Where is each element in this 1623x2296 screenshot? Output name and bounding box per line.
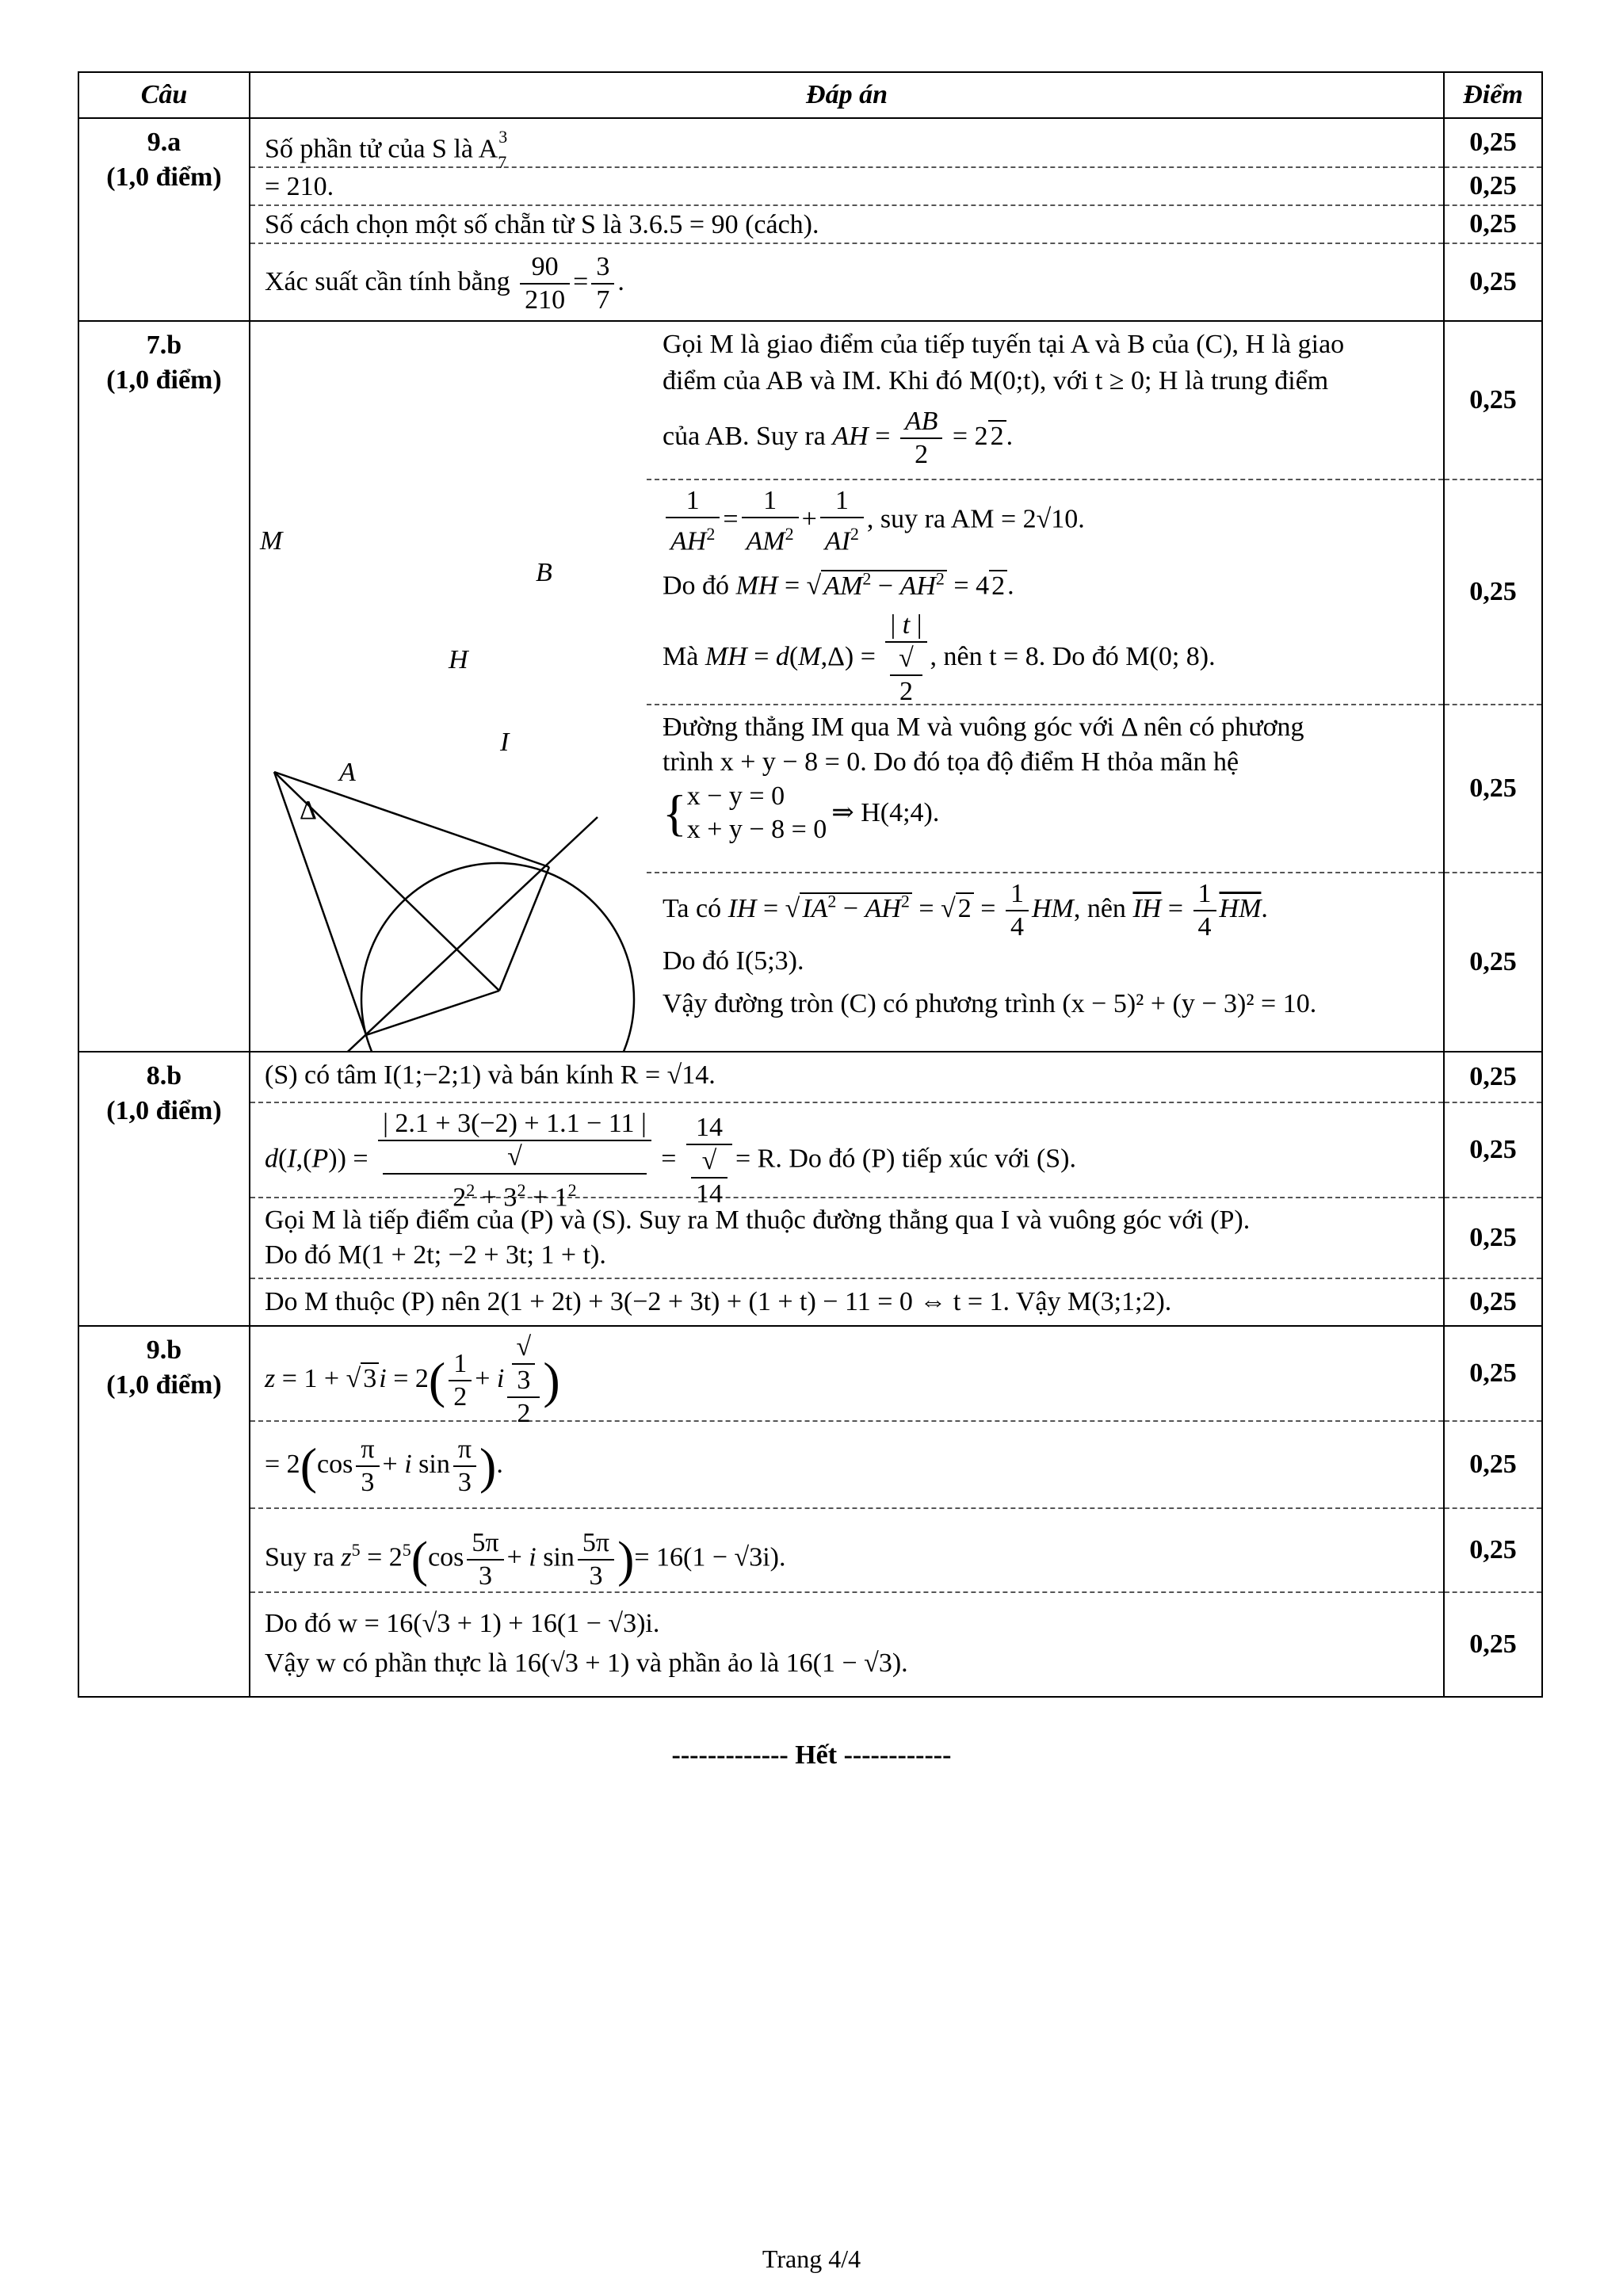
score-value: 0,25 <box>1469 1629 1517 1659</box>
header-cau: Câu <box>78 72 250 118</box>
step: Xác suất cần tính bằng $\frac{90}{210}$ = $\frac{3}{7}$ . <box>265 252 624 315</box>
text: Mà <box>663 641 699 671</box>
text: Do đó I(5;3). <box>663 946 804 976</box>
text: Xác suất cần tính bằng <box>265 267 510 296</box>
answer-7b <box>250 321 1444 1052</box>
text: x − y = 0 <box>686 781 785 811</box>
text: = 16(1 − √3i). <box>634 1542 786 1572</box>
header-dap-an: Đáp án <box>250 72 1444 118</box>
text: (S) có tâm I(1;−2;1) và bán kính R = √14. <box>265 1060 716 1090</box>
score-value: 0,25 <box>1469 1287 1517 1316</box>
step: $\frac{1}{AH^2}$ = $\frac{1}{AM^2}$ + $\frac{1}{AI^2}$ , suy ra AM = 2√10. Do đó MH = $√AM^2 - AH^2 = 42$. Mà MH = d(M,Δ) = | t | √ 2 , nên t = 8. Do đó M(0; 8). <box>647 480 1443 705</box>
answer-9b <box>250 1326 1444 1697</box>
score-value: 0,25 <box>1469 267 1517 296</box>
text: Gọi M là tiếp điểm của (P) và (S). Suy ra M thuộc đường thẳng qua I và vuông góc với (P). <box>265 1205 1251 1235</box>
answer-9a <box>250 118 1444 321</box>
question-label: 7.b <box>146 330 182 360</box>
score-value: 0,25 <box>1445 1198 1541 1279</box>
text: Số phần tử của S là A <box>265 134 498 164</box>
line-delta <box>273 817 598 1051</box>
text: Do đó w = 16(√3 + 1) + 16(1 − √3)i. <box>265 1609 660 1638</box>
text: Vậy w có phần thực là 16(√3 + 1) và phần ảo là 16(1 − √3). <box>265 1648 908 1678</box>
page-number: Trang 4/4 <box>762 2244 861 2273</box>
score-value: 0,25 <box>1445 1327 1541 1422</box>
text: = 210. <box>265 172 334 201</box>
line-ai <box>366 991 499 1035</box>
line-ma <box>274 772 366 1035</box>
row-9b <box>78 1326 1542 1697</box>
step <box>250 1198 1443 1279</box>
text: Đường thẳng IM qua M và vuông góc với Δ nên có phương <box>663 712 1304 742</box>
text: Số cách chọn một số chẵn từ S là 3.6.5 = 90 (cách). <box>265 210 819 239</box>
text: Do đó M(1 + 2t; −2 + 3t; 1 + t). <box>265 1240 606 1270</box>
question-9b <box>78 1326 250 1697</box>
label-b: B <box>536 558 552 587</box>
question-points: (1,0 điểm) <box>106 365 222 395</box>
text: ⇒ H(4;4). <box>831 798 940 827</box>
score-value: 0,25 <box>1445 1509 1541 1593</box>
end-marker: ------------- Hết ------------ <box>671 1740 952 1770</box>
table-header <box>78 72 1542 118</box>
text: , suy ra AM = 2√10. <box>866 504 1085 534</box>
score-value: 0,25 <box>1445 480 1541 705</box>
question-points: (1,0 điểm) <box>106 1370 222 1400</box>
score-value: 0,25 <box>1445 119 1541 168</box>
text: Gọi M là giao điểm của tiếp tuyến tại A và B của (C), H là giao <box>663 330 1345 359</box>
row-7b <box>78 321 1542 1052</box>
step <box>250 1593 1443 1696</box>
step: z = 1 + √3i = 2( $\frac{1}{2}$ + i √ 3 2 ) <box>250 1327 1443 1422</box>
label-h: H <box>449 645 468 674</box>
label-delta: Δ <box>300 796 317 825</box>
text: điểm của AB và IM. Khi đó M(0;t), với t ≥ 0; H là trung điểm <box>663 366 1329 395</box>
score-9a <box>1444 118 1542 321</box>
step: Ta có IH = $√IA^2 - AH^2 = √2$ = $\frac{1}{4}$ HM, nên $\overline{IH}$ = $\frac{1}{4}$ $\overline{HM}$. Do đó I(5;3). Vậy đường tròn (C) có phương trình (x − 5)² + (y − 3)² = 10. <box>647 873 1443 1051</box>
question-label: 8.b <box>146 1061 182 1091</box>
geometry-figure <box>250 322 647 1051</box>
text: Do M thuộc (P) nên 2(1 + 2t) + 3(−2 + 3t) + (1 + t) − 11 = 0 ⇔ t = 1. Vậy M(3;1;2). <box>265 1287 1172 1316</box>
score-8b <box>1444 1052 1542 1326</box>
score-value: 0,25 <box>1445 1103 1541 1198</box>
question-label: 9.a <box>147 128 181 157</box>
score-value: 0,25 <box>1445 1422 1541 1509</box>
text: x + y − 8 = 0 <box>686 815 827 844</box>
score-value: 0,25 <box>1445 322 1541 480</box>
score-value: 0,25 <box>1469 947 1517 976</box>
text: Do đó <box>663 571 730 601</box>
label-m: M <box>260 526 283 556</box>
text: = R. Do đó (P) tiếp xúc với (S). <box>735 1144 1076 1174</box>
fraction: $\frac{90}{210}$ <box>520 251 570 316</box>
step <box>250 168 1443 206</box>
text: của AB. Suy ra <box>663 421 826 451</box>
row-8b <box>78 1052 1542 1326</box>
fraction: $\frac{3}{7}$ <box>591 251 614 316</box>
answer-7b-steps <box>647 322 1443 1051</box>
question-label: 9.b <box>146 1335 182 1365</box>
step <box>250 1052 1443 1103</box>
text: Suy ra <box>265 1542 334 1572</box>
label-i: I <box>500 728 510 757</box>
step: d(I,(P)) = | 2.1 + 3(−2) + 1.1 − 11 | √ $2^2 + 3^2 + 1^2$ = 14 √ 14 = R. Do đó (P) tiếp xúc với (S). <box>250 1103 1443 1198</box>
figure-svg <box>250 322 647 1051</box>
question-8b <box>78 1052 250 1326</box>
score-value: 0,25 <box>1445 1052 1541 1103</box>
text: Ta có <box>663 893 722 923</box>
row-9a <box>78 118 1542 321</box>
step <box>250 1279 1443 1325</box>
score-value: 0,25 <box>1445 206 1541 244</box>
text: trình x + y − 8 = 0. Do đó tọa độ điểm H thỏa mãn hệ <box>663 747 1239 777</box>
step: Gọi M là giao điểm của tiếp tuyến tại A và B của (C), H là giao điểm của AB và IM. Khi đó M(0;t), với t ≥ 0; H là trung điểm của AB. Suy ra AH = $\frac{AB}{2}$ = 22. <box>647 322 1443 480</box>
score-value: 0,25 <box>1445 168 1541 206</box>
step: Đường thẳng IM qua M và vuông góc với Δ nên có phương trình x + y − 8 = 0. Do đó tọa độ điểm H thỏa mãn hệ { x − y = 0 x + y − 8 = 0 ⇒ H(4;4). <box>647 705 1443 873</box>
question-points: (1,0 điểm) <box>106 1096 222 1125</box>
score-9b <box>1444 1326 1542 1697</box>
header-diem: Điểm <box>1444 72 1542 118</box>
question-7b <box>78 321 250 1052</box>
step <box>250 206 1443 244</box>
step: Số phần tử của S là $A_7^3$ <box>250 119 1443 168</box>
text: , nên t = 8. Do đó M(0; 8). <box>930 641 1216 671</box>
label-a: A <box>339 758 356 787</box>
answer-table <box>78 71 1543 1698</box>
score-value: 0,25 <box>1445 705 1541 873</box>
score-7b <box>1444 321 1542 1052</box>
question-points: (1,0 điểm) <box>106 162 222 192</box>
answer-8b <box>250 1052 1444 1326</box>
question-9a <box>78 118 250 321</box>
step: = 2(cos $\frac{\pi}{3}$ + i sin $\frac{\pi}{3}$ ). <box>250 1422 1443 1509</box>
step: Suy ra $z^5 = 2^5(\cos$ $\frac{5\pi}{3}$ + i sin $\frac{5\pi}{3}$ )= 16(1 − √3i). <box>250 1509 1443 1593</box>
text: Vậy đường tròn (C) có phương trình (x − 5)² + (y − 3)² = 10. <box>663 989 1317 1018</box>
